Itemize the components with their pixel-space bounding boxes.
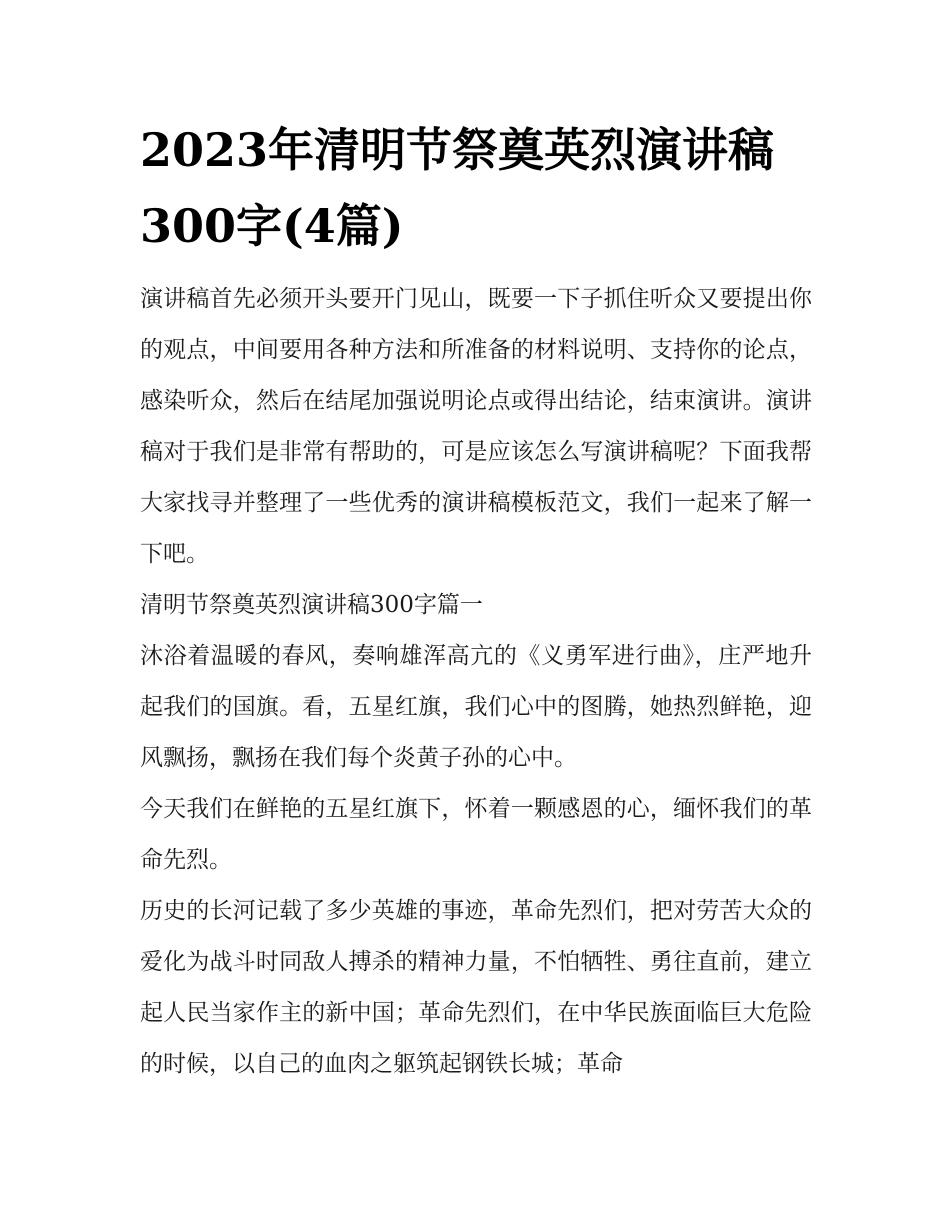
document-title: 2023年清明节祭奠英烈演讲稿300字(4篇): [140, 123, 775, 253]
section-heading: 清明节祭奠英烈演讲稿300字篇一: [140, 592, 483, 618]
intro-paragraph: 演讲稿首先必须开头要开门见山，既要一下子抓住听众又要提出你的观点，中间要用各种方法和所准备的材料说明、支持你的论点，感染听众，然后在结尾加强说明论点或得出结论，结束演讲。演讲稿对于我们是非常有帮助的，可是应该怎么写演讲稿呢？下面我帮大家找寻并整理了一些优秀的演讲稿模板范文，我们一起来了解一下吧。: [140, 286, 812, 567]
body-paragraph-1: 沐浴着温暖的春风，奏响雄浑高亢的《义勇军进行曲》，庄严地升起我们的国旗。看，五星红旗，我们心中的图腾，她热烈鲜艳，迎风飘扬，飘扬在我们每个炎黄子孙的心中。: [140, 643, 812, 771]
body-paragraph-2: 今天我们在鲜艳的五星红旗下，怀着一颗感恩的心，缅怀我们的革命先烈。: [140, 796, 812, 873]
document-body: [140, 112, 812, 1090]
body-paragraph-3: 历史的长河记载了多少英雄的事迹，革命先烈们，把对劳苦大众的爱化为战斗时同敌人搏杀的精神力量，不怕牺牲、勇往直前，建立起人民当家作主的新中国；革命先烈们，在中华民族面临巨大危险的时候，以自己的血肉之躯筑起钢铁长城；革命: [140, 898, 812, 1077]
